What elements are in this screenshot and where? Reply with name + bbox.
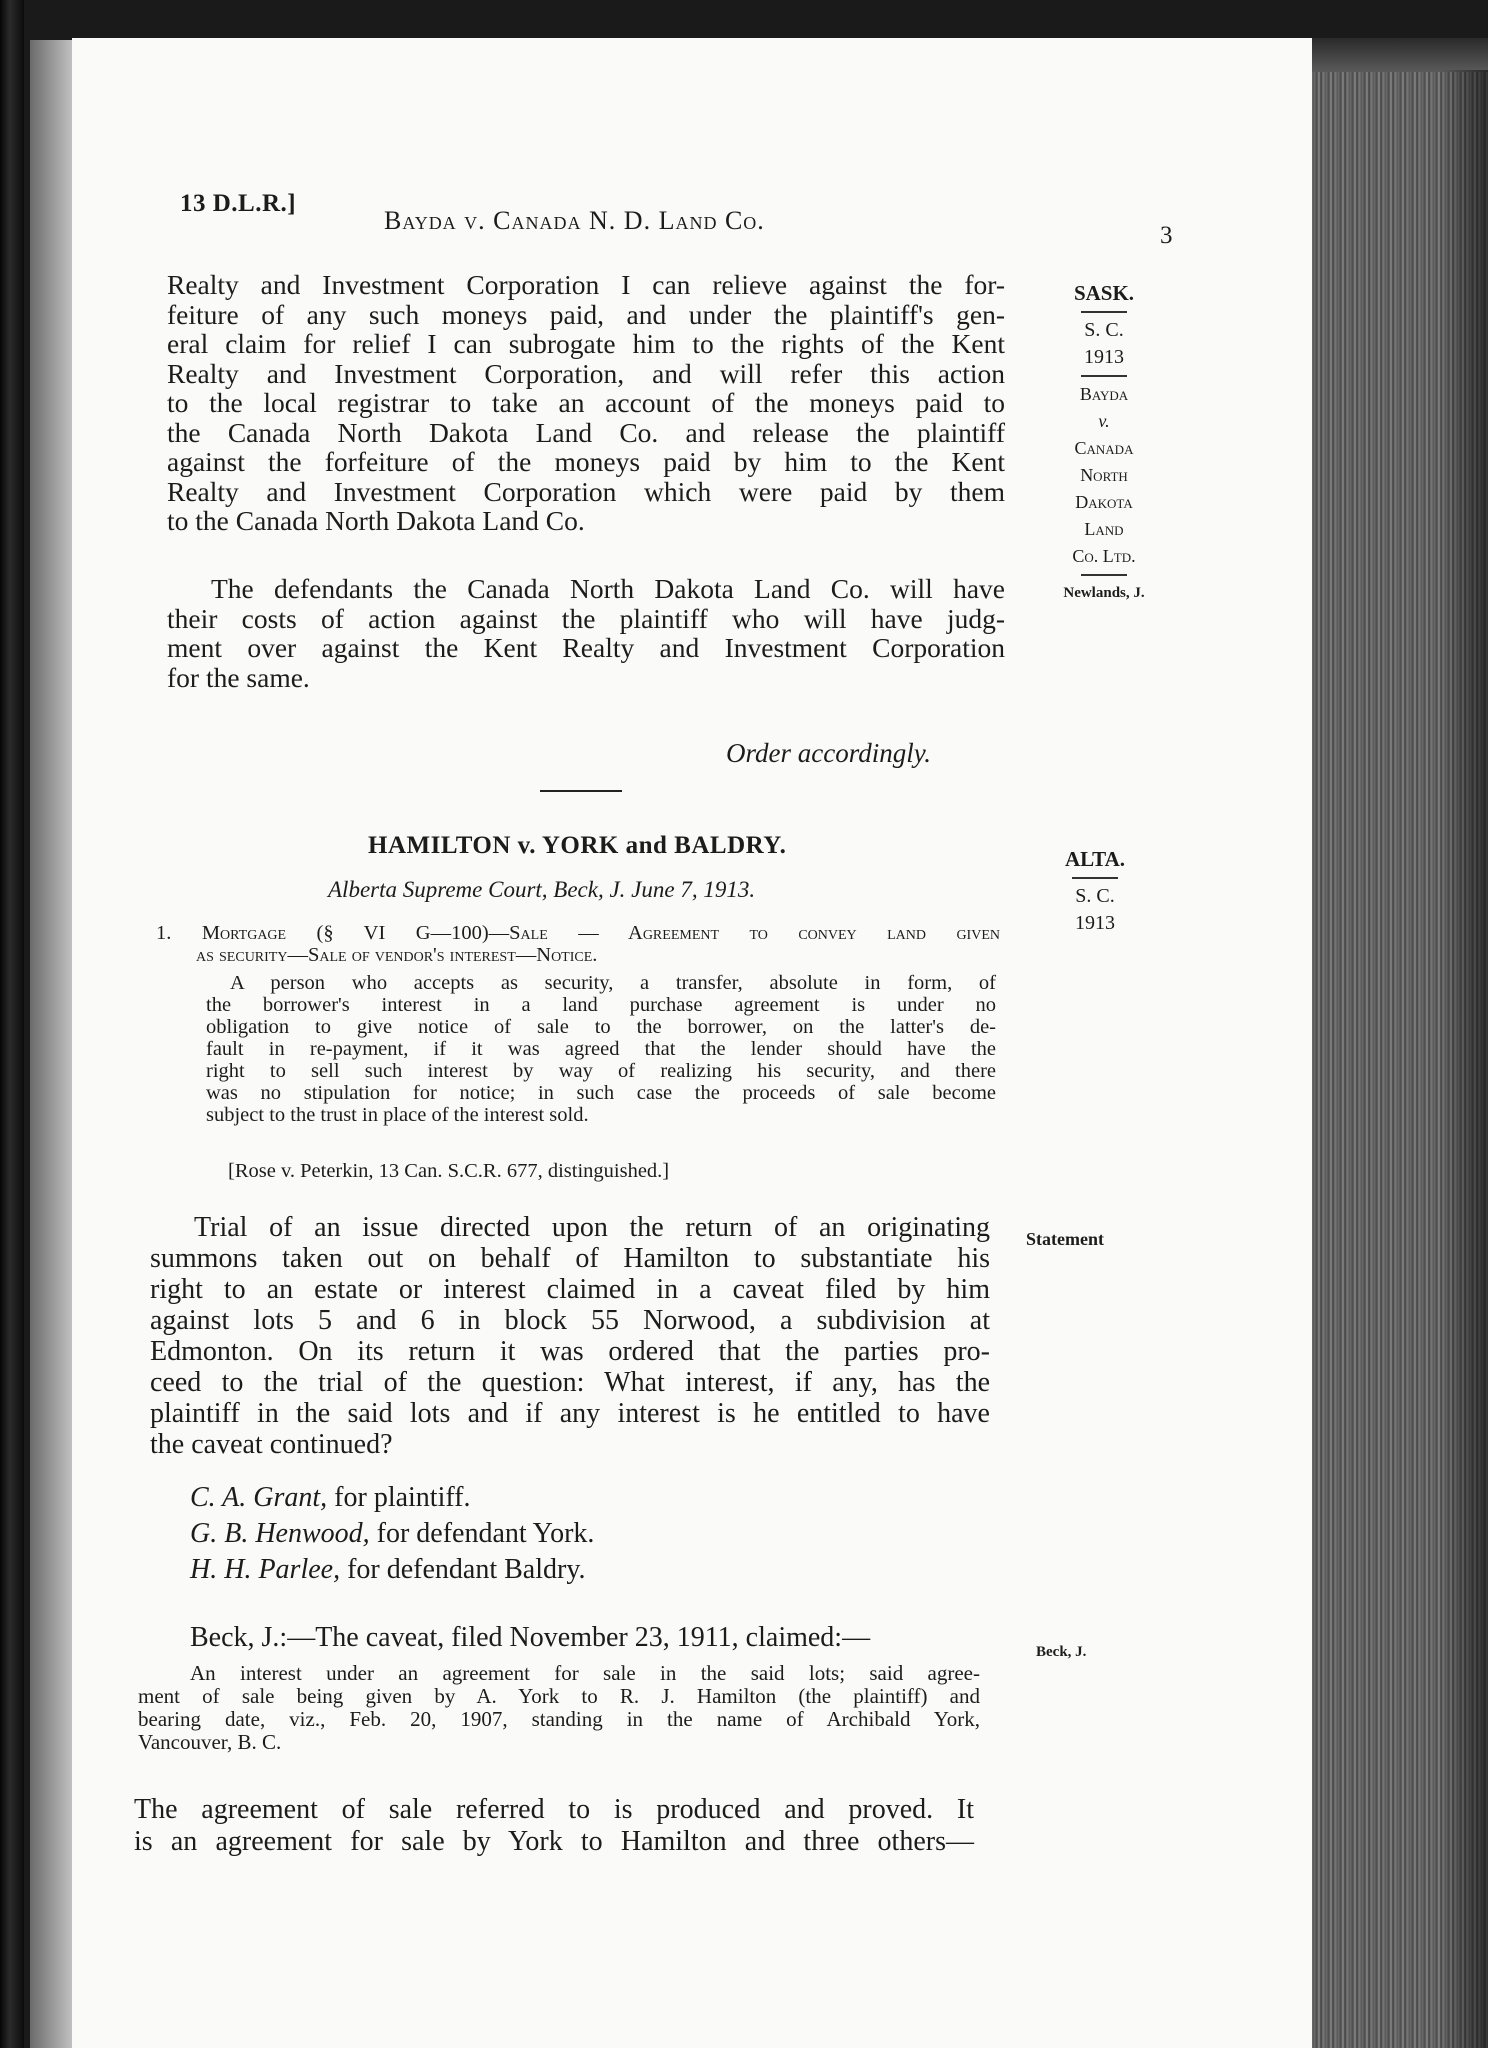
judgment-opening: Beck, J.:—The caveat, filed November 23, 1911, claimed:— <box>190 1622 871 1653</box>
counsel-role: for plaintiff. <box>334 1482 471 1513</box>
headnote-heading <box>156 922 1000 966</box>
case-title-line: v. <box>1098 411 1110 431</box>
text-line: Realty and Investment Corporation which were paid by them <box>167 475 1005 507</box>
case-title-line: Land <box>1084 519 1124 539</box>
quote-line: ment of sale being given by A. York to R. J. Hamilton (the plaintiff) and <box>138 1684 980 1708</box>
counsel-entry <box>190 1480 594 1516</box>
headnote-line: fault in re-payment, if it was agreed that the lender should have the <box>206 1038 996 1060</box>
headnote-line: A person who accepts as security, a transfer, absolute in form, of <box>230 972 996 994</box>
running-title: Bayda v. Canada N. D. Land Co. <box>384 206 765 235</box>
case1-costs-paragraph <box>167 574 1005 692</box>
judge-label: Newlands, J. <box>1063 585 1145 601</box>
margin-rule <box>1072 877 1118 879</box>
text-line: Realty and Investment Corporation I can relieve against the for- <box>167 269 1005 300</box>
case1-body-paragraph <box>167 270 1005 536</box>
case2-court-line: Alberta Supreme Court, Beck, J. June 7, 1913. <box>328 877 756 902</box>
quote-line: Vancouver, B. C. <box>138 1730 282 1754</box>
province-label: SASK. <box>1073 281 1135 305</box>
court-label: S. C. <box>1084 319 1124 341</box>
margin-rule <box>1081 311 1127 313</box>
text-line: plaintiff in the said lots and if any interest is he entitled to have <box>150 1398 990 1429</box>
page-gutter-shadow <box>30 40 76 2048</box>
quote-line: An interest under an agreement for sale in the said lots; said agree- <box>190 1661 980 1685</box>
judge-margin-label: Beck, J. <box>1036 1644 1087 1660</box>
headnote-line: was no stipulation for notice; in such case the proceeds of sale become <box>206 1082 996 1104</box>
statement-paragraph <box>150 1212 990 1460</box>
case-title-line: Bayda <box>1079 384 1129 404</box>
case2-title: HAMILTON v. YORK and BALDRY. <box>368 832 787 859</box>
text-line: to the local registrar to take an account of the moneys paid to <box>167 387 1005 418</box>
court-label: S. C. <box>1075 885 1115 907</box>
counsel-entry <box>190 1552 594 1588</box>
text-line: right to an estate or interest claimed in a caveat filed by him <box>150 1274 990 1305</box>
headnote-line: right to sell such interest by way of realizing his security, and there <box>206 1060 996 1082</box>
case-title-line: Dakota <box>1075 492 1133 512</box>
text-line: feiture of any such moneys paid, and under the plaintiff's gen- <box>167 298 1005 330</box>
text-line: is an agreement for sale by York to Hamilton and three others— <box>134 1826 974 1857</box>
caveat-quote <box>138 1662 980 1754</box>
text-line: Edmonton. On its return it was ordered that the parties pro- <box>150 1336 990 1367</box>
text-line: ment over against the Kent Realty and Investment Corporation <box>167 632 1005 663</box>
order-line: Order accordingly. <box>726 738 931 768</box>
case-title-line: Co. Ltd. <box>1072 546 1136 566</box>
counsel-list <box>190 1480 594 1588</box>
counsel-name: G. B. Henwood, <box>190 1518 370 1549</box>
counsel-role: for defendant York. <box>376 1518 595 1549</box>
case1-margin-note <box>1054 280 1154 607</box>
headnote-line: obligation to give notice of sale to the borrower, on the latter's de- <box>206 1016 996 1038</box>
text-line: eral claim for relief I can subrogate him to the rights of the Kent <box>167 328 1005 359</box>
headnote-line: the borrower's interest in a land purchase agreement is under no <box>206 994 996 1016</box>
quote-line: bearing date, viz., Feb. 20, 1907, standing in the name of Archibald York, <box>138 1707 980 1731</box>
stacked-page-edges <box>1290 70 1488 2048</box>
text-line: against lots 5 and 6 in block 55 Norwood, a subdivision at <box>150 1305 990 1336</box>
counsel-name: H. H. Parlee, <box>190 1554 341 1585</box>
text-line: the Canada North Dakota Land Co. and release the plaintiff <box>167 416 1005 448</box>
counsel-name: C. A. Grant, <box>190 1482 328 1513</box>
case-title-line: North <box>1080 465 1128 485</box>
text-line: Trial of an issue directed upon the return of an originating <box>194 1212 990 1243</box>
text-line: The defendants the Canada North Dakota Land Co. will have <box>211 573 1005 604</box>
book-spine-edge <box>0 0 24 2048</box>
text-line: their costs of action against the plaintiff who will have judg- <box>167 602 1005 634</box>
headnote-line: subject to the trust in place of the interest sold. <box>206 1104 589 1126</box>
text-line: summons taken out on behalf of Hamilton to substantiate his <box>150 1243 990 1274</box>
counsel-role: for defendant Baldry. <box>347 1554 586 1585</box>
margin-rule <box>1081 574 1127 576</box>
counsel-entry <box>190 1516 594 1552</box>
margin-rule <box>1081 375 1127 377</box>
headnote-heading-line: as security—Sale of vendor's interest—Notice. <box>196 944 598 966</box>
case2-margin-note <box>1040 846 1150 937</box>
statement-label: Statement <box>1026 1229 1104 1249</box>
page-number: 3 <box>1160 222 1173 249</box>
text-line: ceed to the trial of the question: What interest, if any, has the <box>150 1367 990 1398</box>
headnote-heading-line: 1. Mortgage (§ VI G—100)—Sale — Agreement to convey land given <box>156 922 1000 944</box>
year-label: 1913 <box>1084 346 1124 368</box>
text-line: The agreement of sale referred to is produced and proved. It <box>134 1794 974 1825</box>
text-line: Realty and Investment Corporation, and will refer this action <box>167 357 1005 389</box>
closing-paragraph <box>134 1794 974 1858</box>
province-label: ALTA. <box>1064 847 1126 871</box>
citation-note: [Rose v. Peterkin, 13 Can. S.C.R. 677, distinguished.] <box>228 1160 670 1182</box>
case-title-line: Canada <box>1074 438 1134 458</box>
year-label: 1913 <box>1075 912 1115 934</box>
text-line: against the forfeiture of the moneys paid by him to the Kent <box>167 446 1005 477</box>
volume-reference: 13 D.L.R.] <box>180 190 297 217</box>
text-line: to the Canada North Dakota Land Co. <box>167 505 585 536</box>
case-separator-rule <box>540 790 622 792</box>
text-line: the caveat continued? <box>150 1429 393 1460</box>
text-line: for the same. <box>167 661 310 693</box>
headnote-body <box>206 972 996 1126</box>
